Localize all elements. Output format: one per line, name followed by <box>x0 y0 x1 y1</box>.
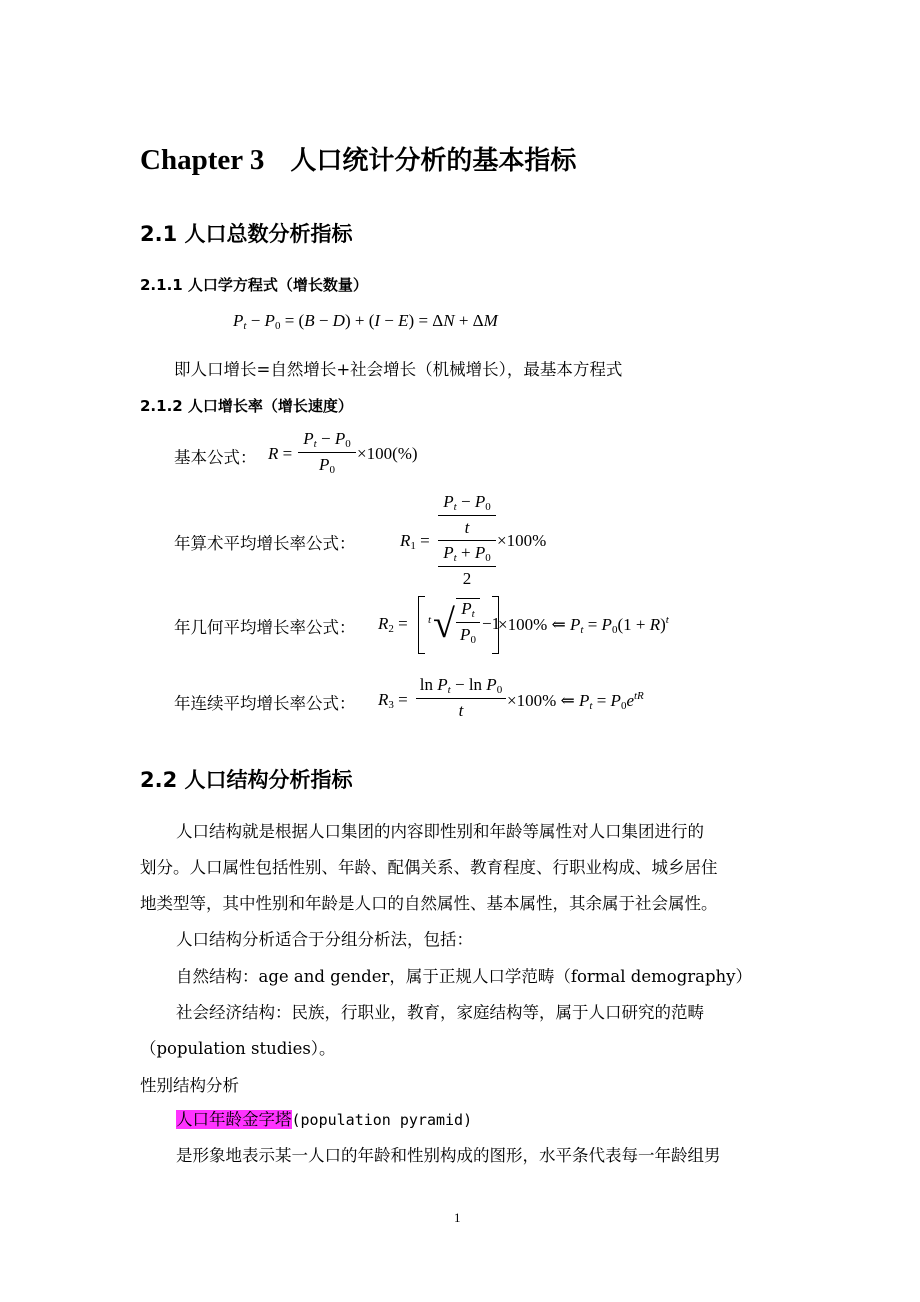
chapter-prefix: Chapter 3 <box>140 144 265 176</box>
para2: 人口结构分析适合于分组分析法，包括： <box>176 930 473 949</box>
section-2-1-1-heading: 2.1.1 人口学方程式（增长数量） <box>140 276 368 294</box>
basic-formula-rhs: ×100(%) <box>357 444 418 463</box>
page-number: 1 <box>454 1210 461 1225</box>
pyramid-highlight: 人口年龄金字塔 <box>176 1110 292 1129</box>
geo-formula-lhs: $R_2$ = <box>378 614 408 635</box>
arith-formula-label: 年算术平均增长率公式： <box>174 534 356 553</box>
demographic-equation: $P_t - P_0 = (B - D) + (I - E) = \Delta N + \Delta M$ <box>233 311 498 332</box>
arith-formula-fraction: $P_t - P_0$ t $P_t + P_0$ 2 <box>438 492 496 589</box>
basic-formula-lhs: R = <box>268 444 293 463</box>
geo-formula-label: 年几何平均增长率公式： <box>174 618 356 637</box>
cont-formula-lhs: $R_3$ = <box>378 690 408 711</box>
geo-root-index: t <box>428 614 432 626</box>
section-2-1-heading: 2.1 人口总数分析指标 <box>140 222 353 246</box>
section-2-1-2-heading: 2.1.2 人口增长率（增长速度） <box>140 397 353 415</box>
para1-line2: 划分。人口属性包括性别、年龄、配偶关系、教育程度、行职业构成、城乡居住 <box>140 858 718 877</box>
pyramid-english: (population pyramid) <box>291 1111 473 1129</box>
basic-formula-fraction: $P_t - P_0$ $P_0$ <box>298 429 356 476</box>
chapter-title-text: 人口统计分析的基本指标 <box>290 146 577 176</box>
geo-radical: √ <box>433 601 455 646</box>
chapter-title <box>140 140 576 177</box>
para1-line1: 人口结构就是根据人口集团的内容即性别和年龄等属性对人口集团进行的 <box>176 822 704 841</box>
arith-formula-lhs: $R_1$ = <box>400 531 430 552</box>
cont-formula-rhs: ×100% ⇐ $P_t = P_0e^{tR}$ <box>507 690 644 712</box>
para4-line1: 社会经济结构：民族，行职业，教育，家庭结构等，属于人口研究的范畴 <box>176 1003 704 1022</box>
arith-formula-rhs: ×100% <box>497 531 547 550</box>
section-2-2-heading: 2.2 人口结构分析指标 <box>140 768 353 792</box>
para3: 自然结构：age and gender，属于正规人口学范畴（formal demography） <box>176 967 752 986</box>
para4-line2: （population studies）。 <box>140 1039 336 1058</box>
geo-fraction: $P_t$ $P_0$ <box>456 598 480 646</box>
cont-formula-label: 年连续平均增长率公式： <box>174 694 356 713</box>
cont-formula-fraction: $\ln P_t - \ln P_0$ t <box>416 675 506 721</box>
geo-formula-rhs: ×100% ⇐ $P_t = P_0(1 + R)^t$ <box>498 614 669 636</box>
para1-line3: 地类型等，其中性别和年龄是人口的自然属性、基本属性，其余属于社会属性。 <box>140 894 718 913</box>
pyramid-line <box>176 1106 472 1130</box>
basic-formula-label: 基本公式： <box>174 448 257 467</box>
equation-note: 即人口增长=自然增长+社会增长（机械增长），最基本方程式 <box>174 360 623 379</box>
para5: 性别结构分析 <box>140 1076 239 1095</box>
geo-minus-one: −1 <box>482 614 501 633</box>
geo-left-bracket <box>418 596 425 654</box>
para6: 是形象地表示某一人口的年龄和性别构成的图形，水平条代表每一年龄组男 <box>176 1146 721 1165</box>
